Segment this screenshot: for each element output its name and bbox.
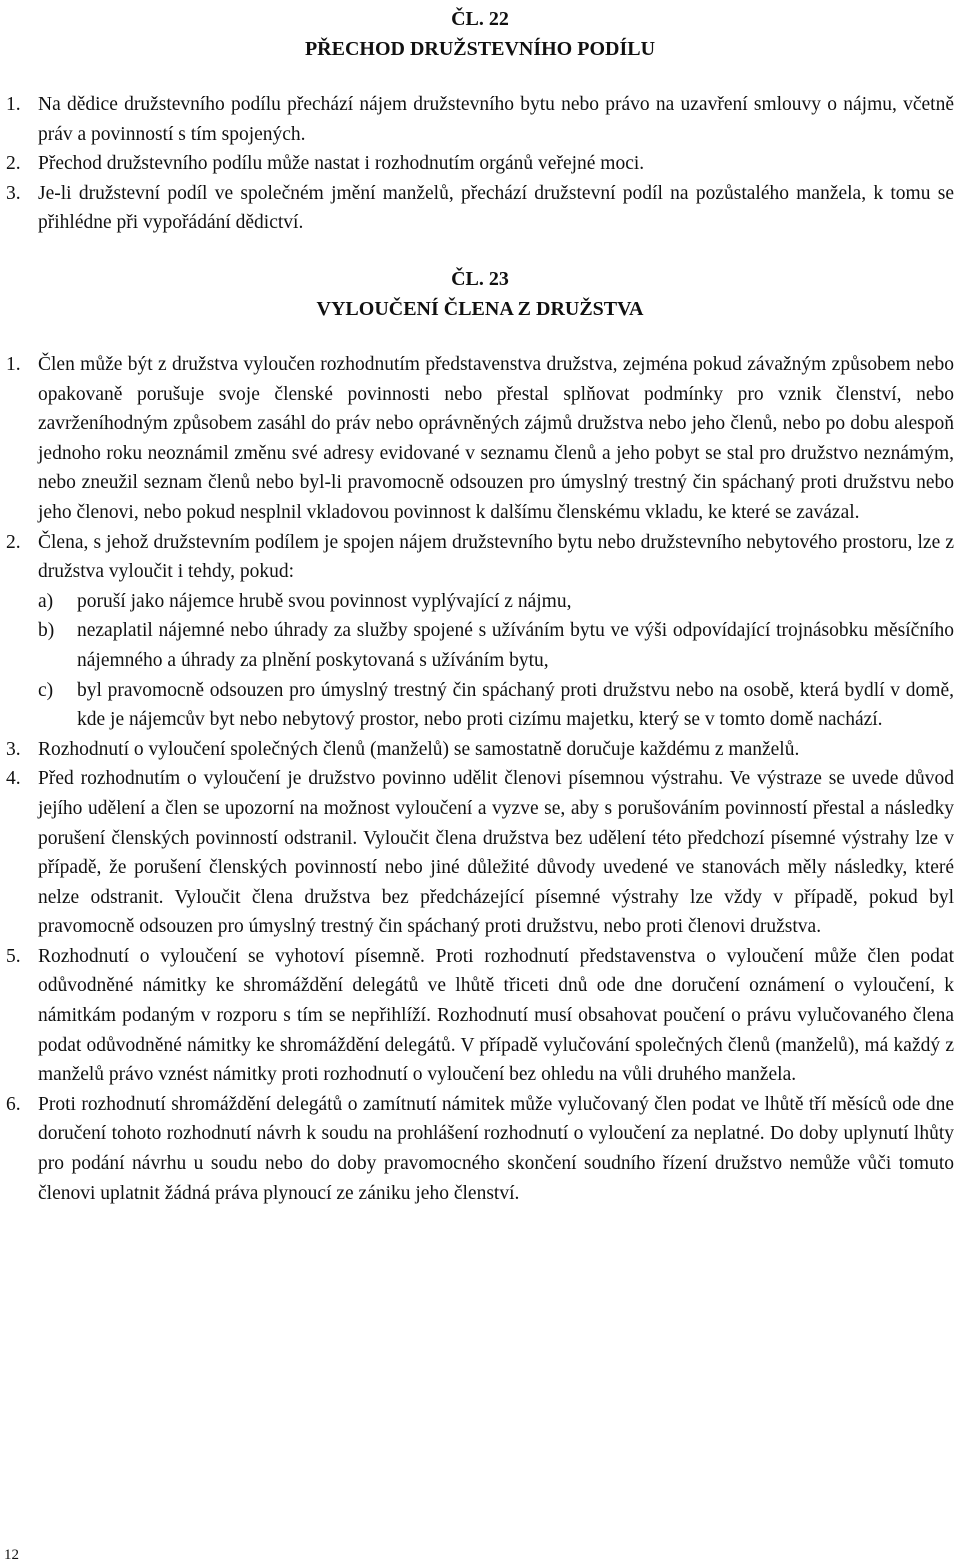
item-text: Proti rozhodnutí shromáždění delegátů o zamítnutí námitek může vylučovaný člen podat ve lhůtě tří měsíců ode dne doručení tohoto rozhodnutí návrh k soudu na prohlášení rozhodnutí o vyloučení za neplatné. Do doby uplynutí lhůty pro podání návrhu u soudu nebo do doby pravomocného skončení soudního řízení družstvo nemůže vůči tomuto členovi uplatnit žádná práva plynoucí ze zániku jeho členství. <box>38 1093 954 1204</box>
item-number: 5. <box>6 945 21 967</box>
item-number: 1. <box>6 94 21 115</box>
sub-item-text: poruší jako nájemce hrubě svou povinnost vyplývající z nájmu, <box>77 590 572 612</box>
sub-item-text: nezaplatil nájemné nebo úhrady za služby spojené s užíváním bytu ve výši odpovídající trojnásobku měsíčního nájemného a úhrady za plnění poskytovaná s užíváním bytu, <box>77 620 954 671</box>
item-text: Rozhodnutí o vyloučení společných členů (manželů) se samostatně doručuje každému z manželů. <box>38 738 800 760</box>
sub-item <box>0 676 960 735</box>
article-23-number: ČL. 23 <box>451 268 509 290</box>
sub-item <box>0 587 960 617</box>
list-item <box>0 735 960 765</box>
list-item <box>0 1090 960 1208</box>
item-text: Na dědice družstevního podílu přechází nájem družstevního bytu nebo právo na uzavření smlouvy o nájmu, včetně práv a povinností s tím spojených. <box>38 94 954 145</box>
list-item <box>0 90 960 149</box>
item-text: Je-li družstevní podíl ve společném jmění manželů, přechází družstevní podíl na pozůstalého manžela, k tomu se přihlédne při vypořádání dědictví. <box>38 182 954 234</box>
item-number: 6. <box>6 1093 21 1115</box>
sub-item-text: byl pravomocně odsouzen pro úmyslný trestný čin spáchaný proti družstvu nebo na osobě, která bydlí v domě, kde je nájemcův byt nebo nebytový prostor, nebo proti cizímu majetku, který se v tomto domě nachází. <box>77 679 954 731</box>
item-number: 3. <box>6 182 21 204</box>
list-item <box>0 179 960 238</box>
list-item <box>0 350 960 528</box>
article-22-title: PŘECHOD DRUŽSTEVNÍHO PODÍLU <box>304 38 656 60</box>
item-text: Rozhodnutí o vyloučení se vyhotoví písemně. Proti rozhodnutí představenstva o vyloučení může člen podat odůvodněné námitky ke shromáždění delegátů ve lhůtě třiceti dnů ode dne doručení oznámení o vyloučení, k námitkám podaným v rozporu s tím se nepřihlíží. Rozhodnutí musí obsahovat poučení o právu vylučovaného člena podat odůvodněné námitky ke shromáždění delegátů. V případě vylučování společných členů (manželů), má každý z manželů právo vznést námitky proti rozhodnutí o vyloučení bez ohledu na vůli druhého manžela. <box>38 945 954 1086</box>
page-number: 12 <box>4 1547 19 1563</box>
item-number: 2. <box>6 153 21 175</box>
article-22-number: ČL. 22 <box>451 8 509 30</box>
item-number: 1. <box>6 354 21 375</box>
article-22-items <box>0 90 960 238</box>
item-text: Přechod družstevního podílu může nastat i rozhodnutím orgánů veřejné moci. <box>38 153 645 175</box>
item-number: 2. <box>6 531 21 553</box>
item-text: Před rozhodnutím o vyloučení je družstvo povinno udělit členovi písemnou výstrahu. Ve výstraze se uvede důvod jejího udělení a člen se upozorní na možnost vyloučení a vyzve se, aby s porušováním povinností přestal a následky porušení členských povinností odstranil. Vyloučit člena družstva bez udělení této předchozí písemné výstrahy lze v případě, že porušení členských povinností nebo jiné důležité důvody uvedené ve stanovách měly následky, které nelze odstranit. Vyloučit člena družstva bez předcházející písemné výstrahy lze vždy v případě, pokud byl pravomocně odsouzen pro úmyslný trestný čin spáchaný proti družstvu, nebo proti členovi družstva. <box>38 768 954 938</box>
sub-item-label: b) <box>38 620 55 642</box>
sub-item-label: a) <box>38 590 54 612</box>
item-number: 4. <box>6 768 21 790</box>
list-item <box>0 942 960 1090</box>
sub-item-label: c) <box>38 679 54 701</box>
item-text: Člen může být z družstva vyloučen rozhodnutím představenstva družstva, zejména pokud závažným způsobem nebo opakovaně porušuje svoje členské povinnosti nebo přestal splňovat podmínky pro vznik členství, nebo zavrženíhodným způsobem zasáhl do práv nebo oprávněných zájmů družstva nebo jeho členů, nebo po dobu alespoň jednoho roku neoznámil změnu své adresy evidované v seznamu členů a jeho pobyt se stal pro družstvo neznámým, nebo zneužil seznam členů nebo byl-li pravomocně odsouzen pro úmyslný trestný čin spáchaný proti družstvu nebo jeho členovi, nebo pokud nesplnil vkladovou povinnost k dalšímu členskému vkladu, ke které se zavázal. <box>38 354 954 523</box>
article-23-title: VYLOUČENÍ ČLENA Z DRUŽSTVA <box>316 298 644 320</box>
article-23-items <box>0 350 960 1208</box>
sub-item <box>0 616 960 675</box>
list-item <box>0 764 960 942</box>
list-item <box>0 149 960 179</box>
list-item <box>0 528 960 587</box>
item-number: 3. <box>6 738 21 760</box>
item-text: Člena, s jehož družstevním podílem je spojen nájem družstevního bytu nebo družstevního nebytového prostoru, lze z družstva vyloučit i tehdy, pokud: <box>38 531 954 583</box>
